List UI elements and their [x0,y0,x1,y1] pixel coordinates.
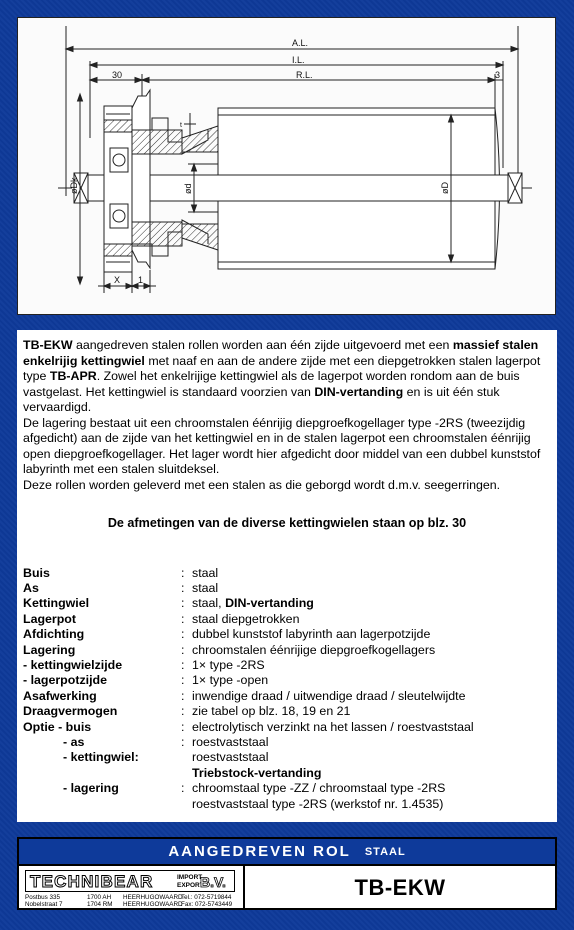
logo-export: EXPORT [177,882,204,889]
spec-row-lagering [23,643,474,658]
spec-row-kettingwielzijde [23,658,474,673]
logo-bv: B.V. [200,874,226,890]
intro-text-e: . Zowel het enkelrijige kettingwiel als de lagerpot worden rondom aan de buis vastgelast. Het kettingwiel is standaard voorzien van [23,369,520,399]
spec-colon: : [181,642,185,657]
spec-colon: : [181,627,185,642]
product-code: TB-EKW [354,875,446,900]
spec-key: As [23,580,39,595]
spec-colon: : [181,704,185,719]
spec-key: Buis [23,565,50,580]
spec-value: chroomstalen éénrijige diepgroefkogellagers [192,642,436,657]
spec-key: - lagerpotzijde [23,673,107,688]
intro-code: TB-EKW [23,338,73,352]
spec-value: staal [192,565,219,580]
spec-row-afdichting [23,627,474,642]
dim-3: 3 [495,70,501,80]
intro-text-a: aangedreven stalen rollen worden aan één zijde uitgevoerd met een [72,338,453,352]
spec-colon: : [181,719,185,734]
spec-colon-empty [181,750,192,765]
spec-value: roestvaststaal [192,734,269,749]
spec-key: - as [63,734,85,749]
spec-row-optie-kettingwiel [23,750,474,765]
spec-value: chroomstaal type -ZZ / chroomstaal type -2RS [192,781,446,796]
spec-value-b: DIN-vertanding [225,596,314,611]
spec-value-a: staal, [192,596,226,611]
dim-al: A.L. [292,38,309,48]
roller-section-drawing [18,18,555,314]
intro-text-d: TB-APR [49,369,97,383]
dim-rl: R.L. [296,70,313,80]
spec-value: staal [192,580,219,595]
dim-od-large: øD [440,182,450,194]
dim-t: t [180,122,182,129]
address-line: HEERHUGOWAARD [123,901,183,908]
spec-value: staal diepgetrokken [192,611,300,626]
spec-colon: : [181,611,185,626]
spec-colon-empty [181,766,192,781]
dim-il: I.L. [292,55,305,65]
spec-value: roestvaststaal type -2RS (werkstof nr. 1.4535) [192,796,444,811]
spec-colon: : [181,657,185,672]
spec-key: Draagvermogen [23,704,118,719]
spec-row-as [23,581,474,596]
spec-value: roestvaststaal [192,750,269,765]
address-line: Nobelstraat 7 [25,901,63,908]
address-line: HEERHUGOWAARD [123,894,183,901]
spec-key: Kettingwiel [23,596,90,611]
address-col-1 [25,894,62,908]
spec-key: - kettingwiel: [63,750,139,765]
intro-text-c: met naaf en aan de andere zijde met een diepgetrokken stalen lagerpot type [23,353,541,383]
spec-row-lagerpot [23,612,474,627]
intro-paragraph-3: Deze rollen worden geleverd met een stalen as die geborgd wordt d.m.v. seegerringen. [23,477,501,492]
spec-colon: : [181,565,185,580]
intro-text-f: DIN-vertanding [314,384,404,399]
logo-import: IMPORT [177,874,203,881]
spec-key: Lagering [23,642,76,657]
spec-key: Afdichting [23,627,85,642]
spec-value [192,596,474,611]
spec-key: - lagering [63,781,119,796]
spec-colon: : [181,596,185,611]
spec-key: Lagerpot [23,611,77,626]
spec-row-optie-lagering [23,781,474,796]
dim-1: 1 [138,275,144,285]
spec-row-kettingwiel [23,596,474,611]
spec-key: - kettingwielzijde [23,657,123,672]
spec-value: dubbel kunststof labyrinth aan lagerpotzijde [192,627,431,642]
technical-drawing [17,17,556,315]
footer-subtitle: STAAL [364,845,406,858]
footer-title: AANGEDREVEN ROL [168,843,351,860]
spec-colon: : [181,673,185,688]
footer-body [19,866,555,910]
spec-key: Optie - buis [23,719,92,734]
dim-od-small: ød [183,183,193,194]
address-line: 1704 RM [87,901,113,908]
spec-value: Triebstock-vertanding [192,765,322,780]
address-col-3 [123,894,183,908]
spec-row-optie-buis [23,720,474,735]
spec-value: 1× type -open [192,673,269,688]
address-line: 1700 AH [87,894,112,901]
company-block [19,866,245,910]
spec-colon: : [181,688,185,703]
spec-row-buis [23,566,474,581]
address-line: Postbus 335 [25,894,61,901]
spec-row-asafwerking [23,689,474,704]
intro-text-b: massief stalen enkelrijig kettingwiel [23,338,539,368]
address-col-2 [87,894,113,908]
spec-row-draagvermogen [23,704,474,719]
section-subtitle: De afmetingen van de diverse kettingwielen staan op blz. 30 [107,516,467,530]
spec-value: zie tabel op blz. 18, 19 en 21 [192,704,351,719]
intro-paragraph-1 [23,338,551,416]
spec-key: Asafwerking [23,688,97,703]
spec-row-optie-as [23,735,474,750]
spec-value: inwendige draad / uitwendige draad / sleutelwijdte [192,688,466,703]
intro-text-g: en is uit één stuk vervaardigd. [23,384,500,414]
footer [17,837,557,910]
spec-key-empty [23,797,181,812]
spec-key-empty [23,766,181,781]
address-line: Fax: 072-5743449 [181,901,233,908]
footer-title-bar [19,839,555,866]
address-col-4 [181,894,232,908]
company-logo [25,870,235,892]
dim-odk: øDk [69,177,79,194]
spec-value: 1× type -2RS [192,657,265,672]
spec-row-lagerpotzijde [23,673,474,688]
intro-paragraph-2: De lagering bestaat uit een chroomstalen éénrijig diepgroefkogellager type -2RS (tweezijdig afgedicht) aan de zijde van het kettingwiel en in de stalen lagerpot een chroomstalen éénrijig open diepgroefkogellager. Het lager wordt hier afgedicht door middel van een dubbel kunststof labyrinth met een stalen sluitdeksel. [23,415,541,476]
spec-colon: : [181,734,185,749]
spec-row-optie-kettingwiel-2 [23,766,474,781]
dim-30: 30 [112,70,123,80]
address-line: Tel.: 072-5719844 [181,894,232,901]
spec-colon: : [181,580,185,595]
description-panel [17,330,557,822]
logo-name: TECHNIBEAR [30,872,154,891]
spec-row-optie-lagering-2 [23,797,474,812]
spec-colon: : [181,781,185,796]
spec-colon-empty [181,797,192,812]
spec-value: electrolytisch verzinkt na het lassen / roestvaststaal [192,719,474,734]
dim-x: X [114,275,121,285]
spec-table [23,566,474,813]
